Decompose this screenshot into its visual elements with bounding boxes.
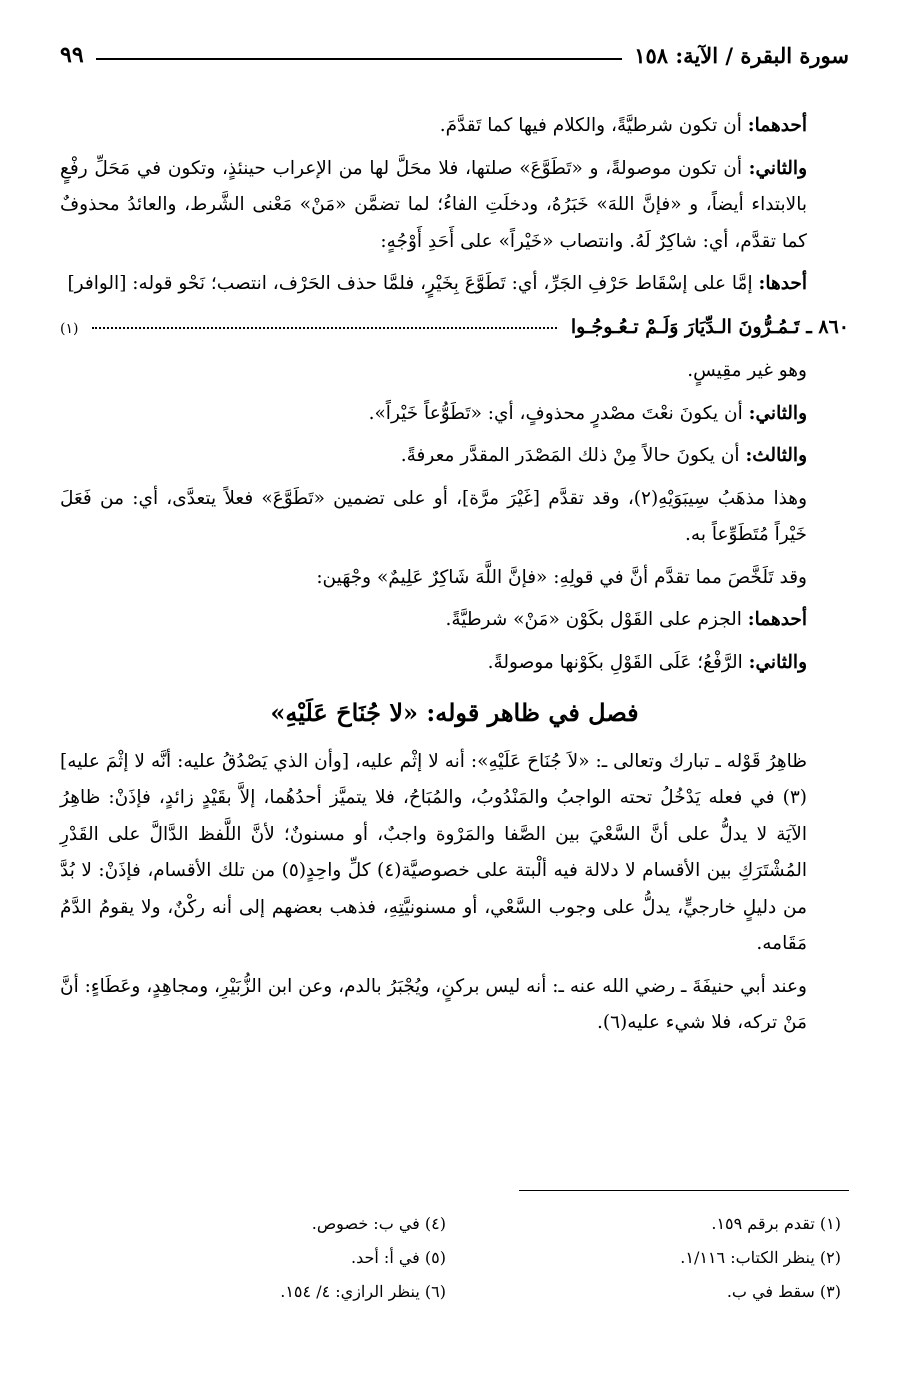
- paragraph: ظاهِرُ قَوْله ـ تبارك وتعالى ـ: «لاَ جُنَاحَ عَلَيْهِ»: أنه لا إثْم عليه، [وأن الذي يَصْدُقُ عليه: أنَّه لا إثْمَ عليه](٣) في فعله يَدْخُلُ تحته الواجبُ والمَنْدُوبُ، والمُبَاحُ، فلا يتميَّز أحدُهُما، إلاَّ بقَيْدٍ زائدٍ، فإذَنْ: ظاهِرُ الآيَة لا يدلُّ على أنَّ السَّعْيَ بين الصَّفا والمَرْوة واجبٌ، أو مسنونٌ؛ لأنَّ اللَّفظ الدَّالَّ على القَدْرِ المُشْتَرَكِ بين الأقسام لا دلالة فيه ألْبتة على خصوصيَّة(٤) كلِّ واحِدٍ(٥) من تلك الأقسام، فإذَنْ: لا بُدَّ من دليلٍ خارجيٍّ، يدلُّ على وجوب السَّعْي، أو مسنونيَّتِهِ، فذهب بعضهم إلى أنه ركْنٌ، ولا يقومُ الدَّمُ مَقَامه.: [60, 750, 807, 954]
- paragraph-text: أن يكونَ حالاً مِنْ ذلك المَصْدَر المقدَّر معرفةً.: [400, 445, 746, 466]
- verse-number: ٨٦٠ ـ: [806, 315, 849, 338]
- paragraph-text: إمَّا على إسْقَاط حَرْفِ الجَرِّ، أي: تَطَوَّعَ بِخَيْرٍ، فلمَّا حذف الحَرْف، انتصب؛ نَحْو قوله: [الوافر]: [67, 273, 759, 294]
- footnote-list: [59, 1207, 849, 1309]
- paragraph: [60, 602, 849, 639]
- paragraph-label: والثاني:: [748, 402, 807, 424]
- paragraph-label: أحدهما:: [747, 609, 807, 630]
- verse-text: تَـمُـرُّونَ الـدِّيَارَ وَلَـمْ تـعُـوجُـوا: [570, 315, 800, 338]
- paragraph-text: أن تكون شرطيَّةً، والكلام فيها كما تَقدَّمَ.: [439, 115, 748, 136]
- paragraph: وهو غير مقِيسٍ.: [687, 360, 807, 381]
- paragraph-label: والثاني:: [748, 157, 807, 179]
- footnote-rule: [519, 1190, 849, 1191]
- header-rule: [96, 58, 623, 60]
- page-header: [60, 32, 849, 68]
- paragraph-label: أحدهما:: [747, 115, 807, 136]
- section-heading: فصل في ظاهر قوله: «لا جُنَاحَ عَلَيْهِ»: [270, 698, 639, 727]
- paragraph-text: الجزم على القَوْل بكَوْن «مَنْ» شرطيَّةً.: [445, 609, 748, 630]
- footnote: (٣) سقط في ب.: [726, 1282, 841, 1301]
- poetry-verse: [60, 309, 849, 348]
- footnote: (٤) في ب: خصوص.: [311, 1214, 446, 1233]
- paragraph-text: أن يكونَ نعْتَ مصْدرٍ محذوفٍ، أي: «تَطَوُّعاً خَيْراً».: [368, 402, 749, 424]
- paragraph: [60, 645, 849, 682]
- paragraph: وعند أبي حنيفَةَ ـ رضي الله عنه ـ: أنه ليس بركنٍ، ويُجْبَرُ بالدم، وعن ابن الزُّبَيْرِ، ومجاهِدٍ، وعَطَاءٍ: أنَّ مَنْ تركه، فلا شيء عليه(٦).: [60, 975, 807, 1033]
- paragraph-label: والثالث:: [745, 445, 807, 466]
- footnotes: [59, 1190, 849, 1309]
- footnote-ref: (١): [60, 320, 79, 337]
- footnote: (٦) ينظر الرازي: ٤/ ١٥٤.: [280, 1282, 446, 1301]
- running-title: سورة البقرة / الآية: ١٥٨: [634, 43, 849, 68]
- verse-dotted-line: [92, 327, 556, 329]
- paragraph: [60, 396, 849, 433]
- main-text: [60, 108, 849, 1042]
- page-number: ٩٩: [60, 42, 84, 68]
- paragraph-label: أحدها:: [758, 273, 807, 294]
- paragraph-text: أن تكون موصولةً، و «تَطَوَّعَ» صلتها، فلا محَلَّ لها من الإعراب حينئذٍ، وتكون في مَحَلِّ رفْعٍ بالابتداء أيضاً، و «فإنَّ اللهَ» خَبَرُهُ، ودخلَتِ الفاءُ؛ لما تضمَّن «مَنْ» مَعْنى الشَّرط، والعائدُ محذوفٌ كما تقدَّم، أي: شاكِرٌ لَهُ. وانتصاب «خَيْراً» على أَحَدِ أَوْجُهٍ:: [60, 157, 807, 252]
- paragraph: [60, 438, 849, 475]
- footnote: (١) تقدم برقم ١٥٩.: [711, 1214, 841, 1233]
- paragraph-text: الرَّفْعُ؛ عَلَى القَوْلِ بكَوْنها موصولةً.: [487, 651, 749, 673]
- footnote: (٢) ينظر الكتاب: ١/١١٦.: [680, 1248, 841, 1267]
- paragraph: وهذا مذهَبُ سِيبَوَيْهِ(٢)، وقد تقدَّم [غَيْرَ مرَّة]، أو على تضمين «تَطَوَّعَ» فعلاً يتعدَّى، أي: من فَعَلَ خَيْراً مُتَطَوِّعاً به.: [60, 487, 807, 545]
- paragraph: [60, 266, 849, 303]
- paragraph: [60, 151, 849, 261]
- paragraph-label: والثاني:: [748, 651, 807, 673]
- paragraph: [60, 108, 849, 145]
- footnote: (٥) في أ: أحد.: [351, 1248, 446, 1267]
- paragraph: وقد تَلَخَّصَ مما تقدَّم أنَّ في قولِهِ: «فإنَّ اللَّهَ شَاكِرٌ عَلِيمٌ» وجْهَين:: [316, 566, 807, 588]
